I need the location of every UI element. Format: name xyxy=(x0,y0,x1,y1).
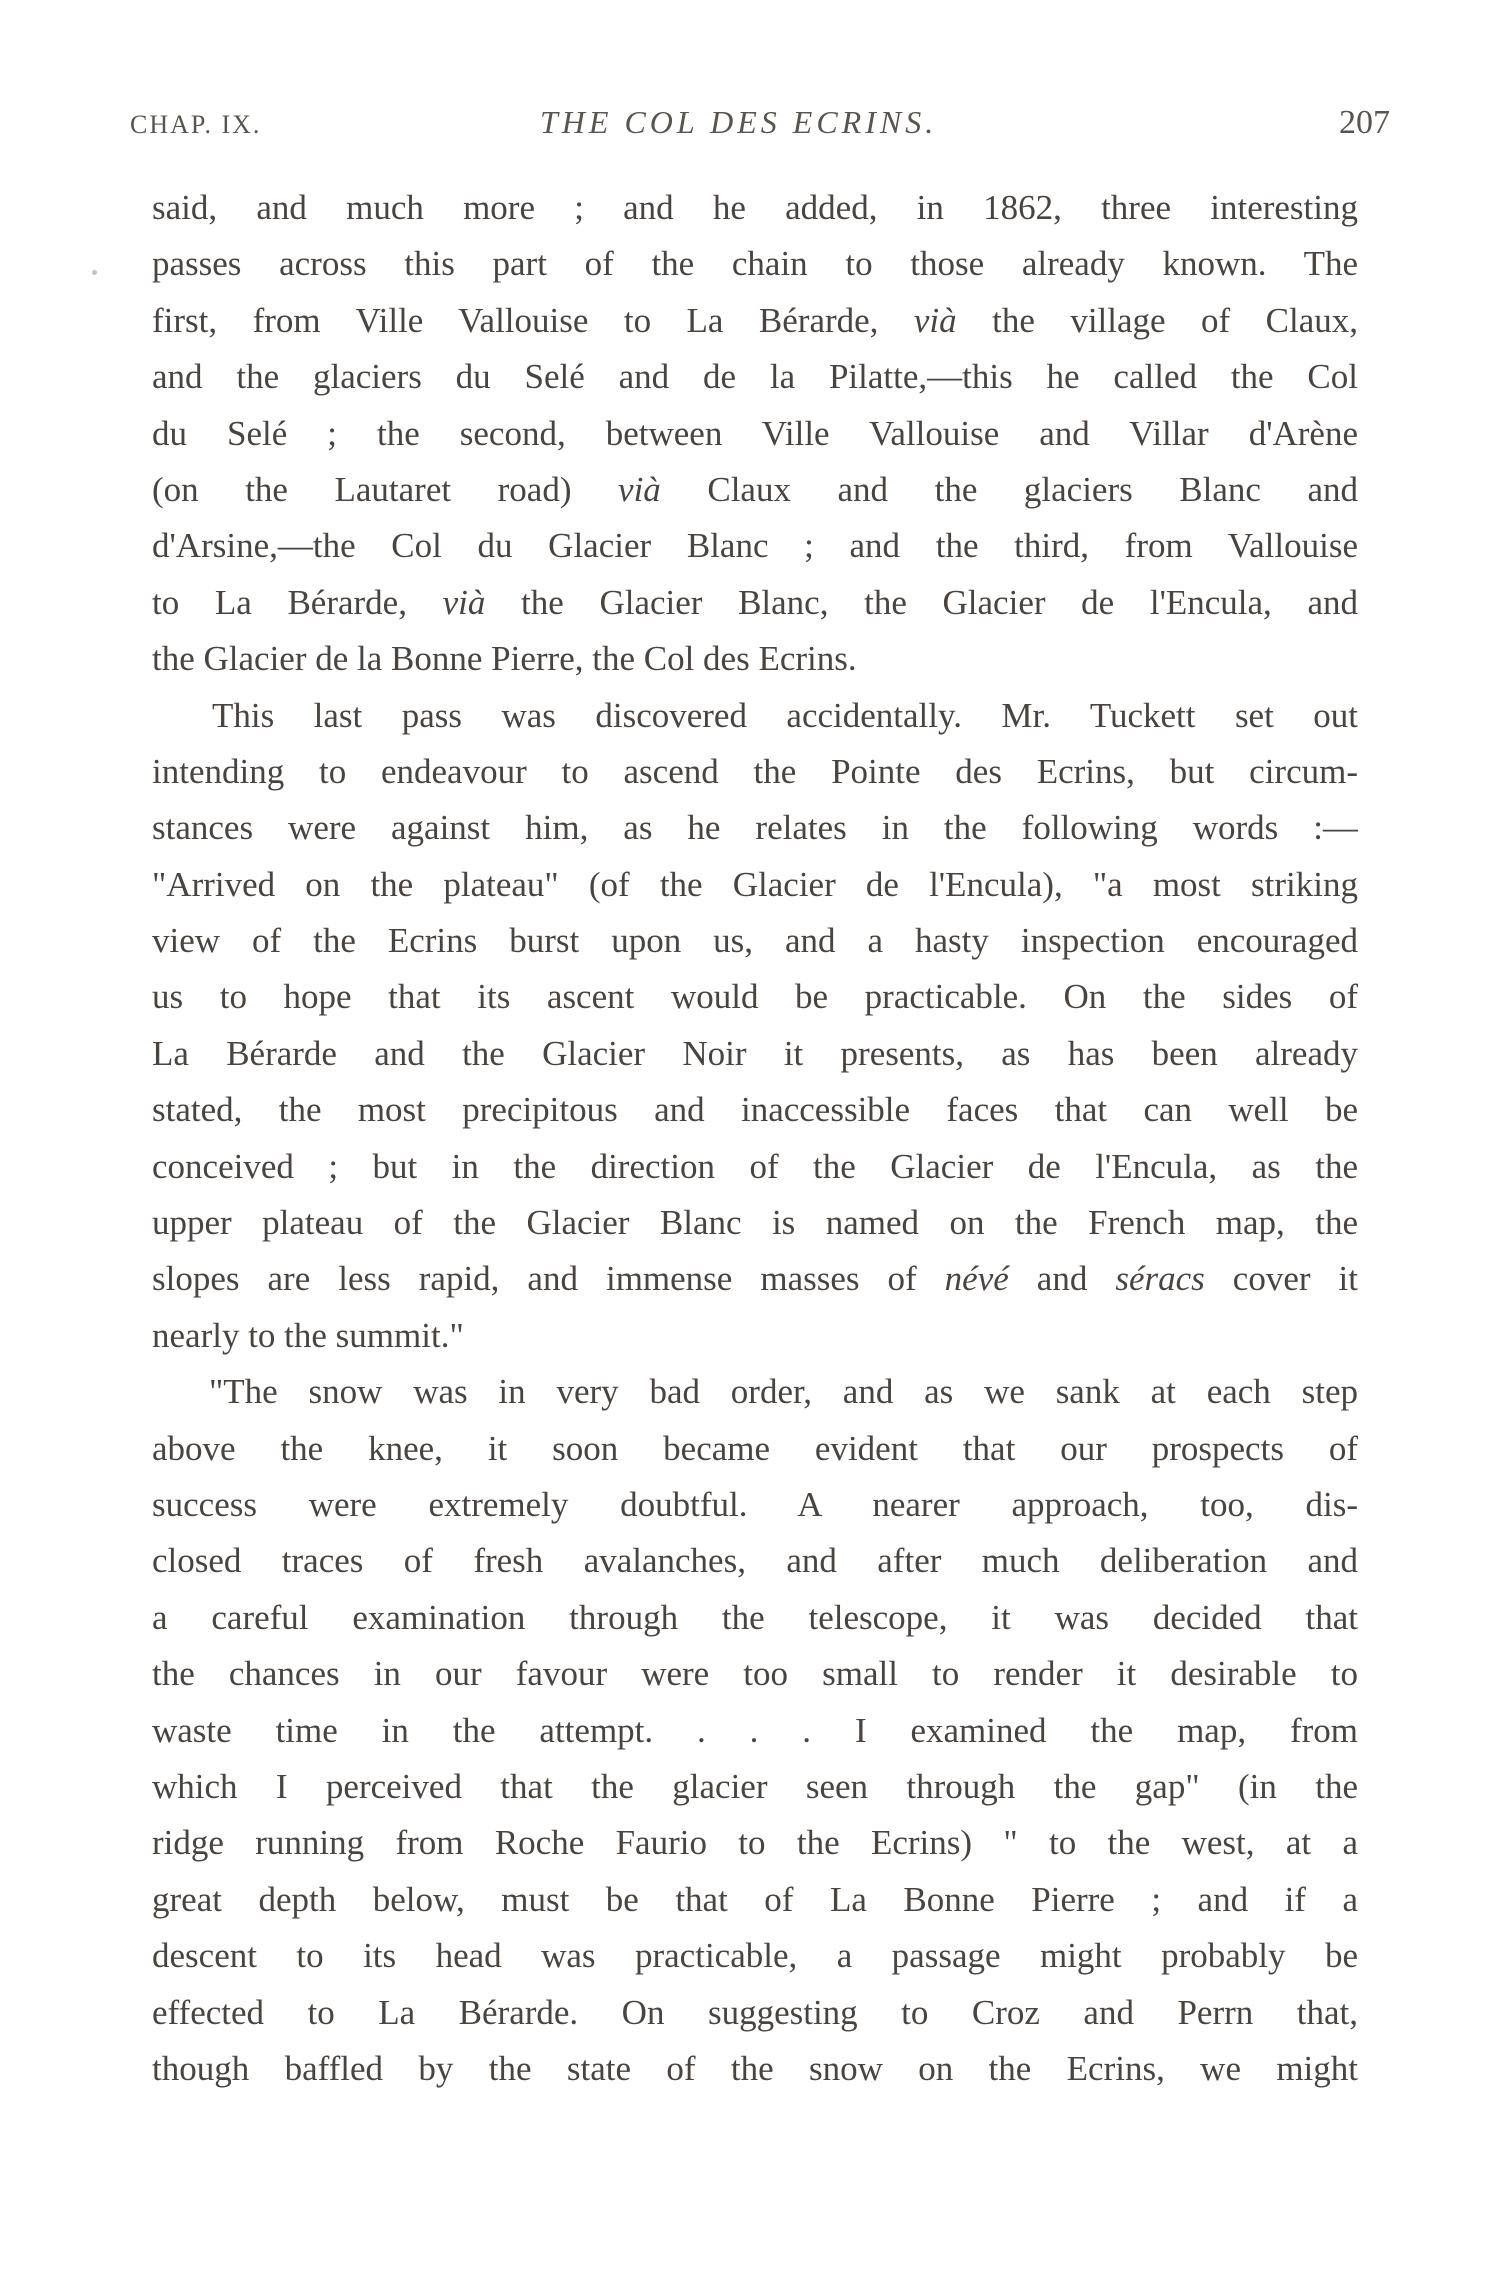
text-line: first, from Ville Vallouise to La Bérarde, vià the village of Claux, xyxy=(152,300,1358,340)
text-line: "Arrived on the plateau" (of the Glacier de l'Encula), "a most striking xyxy=(152,864,1358,904)
text-line: ridge running from Roche Faurio to the Ecrins) " to the west, at a xyxy=(152,1823,1358,1863)
text-line: d'Arsine,—the Col du Glacier Blanc ; and the third, from Vallouise xyxy=(152,526,1358,566)
text-line: slopes are less rapid, and immense masses of névé and séracs cover it xyxy=(152,1259,1358,1299)
text-line: descent to its head was practicable, a passage might probably be xyxy=(152,1936,1358,1976)
text-line: above the knee, it soon became evident that our prospects of xyxy=(152,1428,1358,1468)
text-line: conceived ; but in the direction of the Glacier de l'Encula, as the xyxy=(152,1146,1358,1186)
text-line: stances were against him, as he relates in the following words :— xyxy=(152,808,1358,848)
text-line: nearly to the summit." xyxy=(152,1315,464,1355)
text-line: This last pass was discovered accidentally. Mr. Tuckett set out xyxy=(212,695,1358,735)
page-number: 207 xyxy=(1339,104,1390,141)
text-line: us to hope that its ascent would be practicable. On the sides of xyxy=(152,977,1358,1017)
text-line: La Bérarde and the Glacier Noir it presents, as has been already xyxy=(152,1033,1358,1073)
text-line: intending to endeavour to ascend the Pointe des Ecrins, but circum- xyxy=(152,751,1358,791)
text-line: a careful examination through the telescope, it was decided that xyxy=(152,1597,1358,1637)
text-line: "The snow was in very bad order, and as we sank at each step xyxy=(209,1372,1358,1412)
text-line: du Selé ; the second, between Ville Vallouise and Villar d'Arène xyxy=(152,413,1358,453)
text-line: passes across this part of the chain to those already known. The xyxy=(152,244,1358,284)
text-line: waste time in the attempt. . . . I examined the map, from xyxy=(152,1710,1358,1750)
text-line: great depth below, must be that of La Bonne Pierre ; and if a xyxy=(152,1879,1358,1919)
text-line: (on the Lautaret road) vià Claux and the glaciers Blanc and xyxy=(152,469,1358,509)
text-line: to La Bérarde, vià the Glacier Blanc, the Glacier de l'Encula, and xyxy=(152,582,1358,622)
running-title: THE COL DES ECRINS. xyxy=(540,104,938,140)
text-line: which I perceived that the glacier seen through the gap" (in the xyxy=(152,1766,1358,1806)
text-line: and the glaciers du Selé and de la Pilatte,—this he called the Col xyxy=(152,357,1358,397)
margin-speck xyxy=(92,270,97,275)
text-line: success were extremely doubtful. A nearer approach, too, dis- xyxy=(152,1484,1358,1524)
text-line: the chances in our favour were too small to render it desirable to xyxy=(152,1654,1358,1694)
text-line: though baffled by the state of the snow on the Ecrins, we might xyxy=(152,2048,1358,2088)
text-line: stated, the most precipitous and inaccessible faces that can well be xyxy=(152,1090,1358,1130)
chapter-label: CHAP. IX. xyxy=(130,110,262,139)
running-head xyxy=(130,104,1390,144)
body-text xyxy=(152,180,1358,2097)
text-line: effected to La Bérarde. On suggesting to Croz and Perrn that, xyxy=(152,1992,1358,2032)
text-line: view of the Ecrins burst upon us, and a hasty inspection encouraged xyxy=(152,921,1358,961)
text-line: the Glacier de la Bonne Pierre, the Col des Ecrins. xyxy=(152,639,857,679)
text-line: said, and much more ; and he added, in 1862, three interesting xyxy=(152,188,1358,227)
text-line: closed traces of fresh avalanches, and after much deliberation and xyxy=(152,1541,1358,1581)
text-line: upper plateau of the Glacier Blanc is named on the French map, the xyxy=(152,1203,1358,1243)
